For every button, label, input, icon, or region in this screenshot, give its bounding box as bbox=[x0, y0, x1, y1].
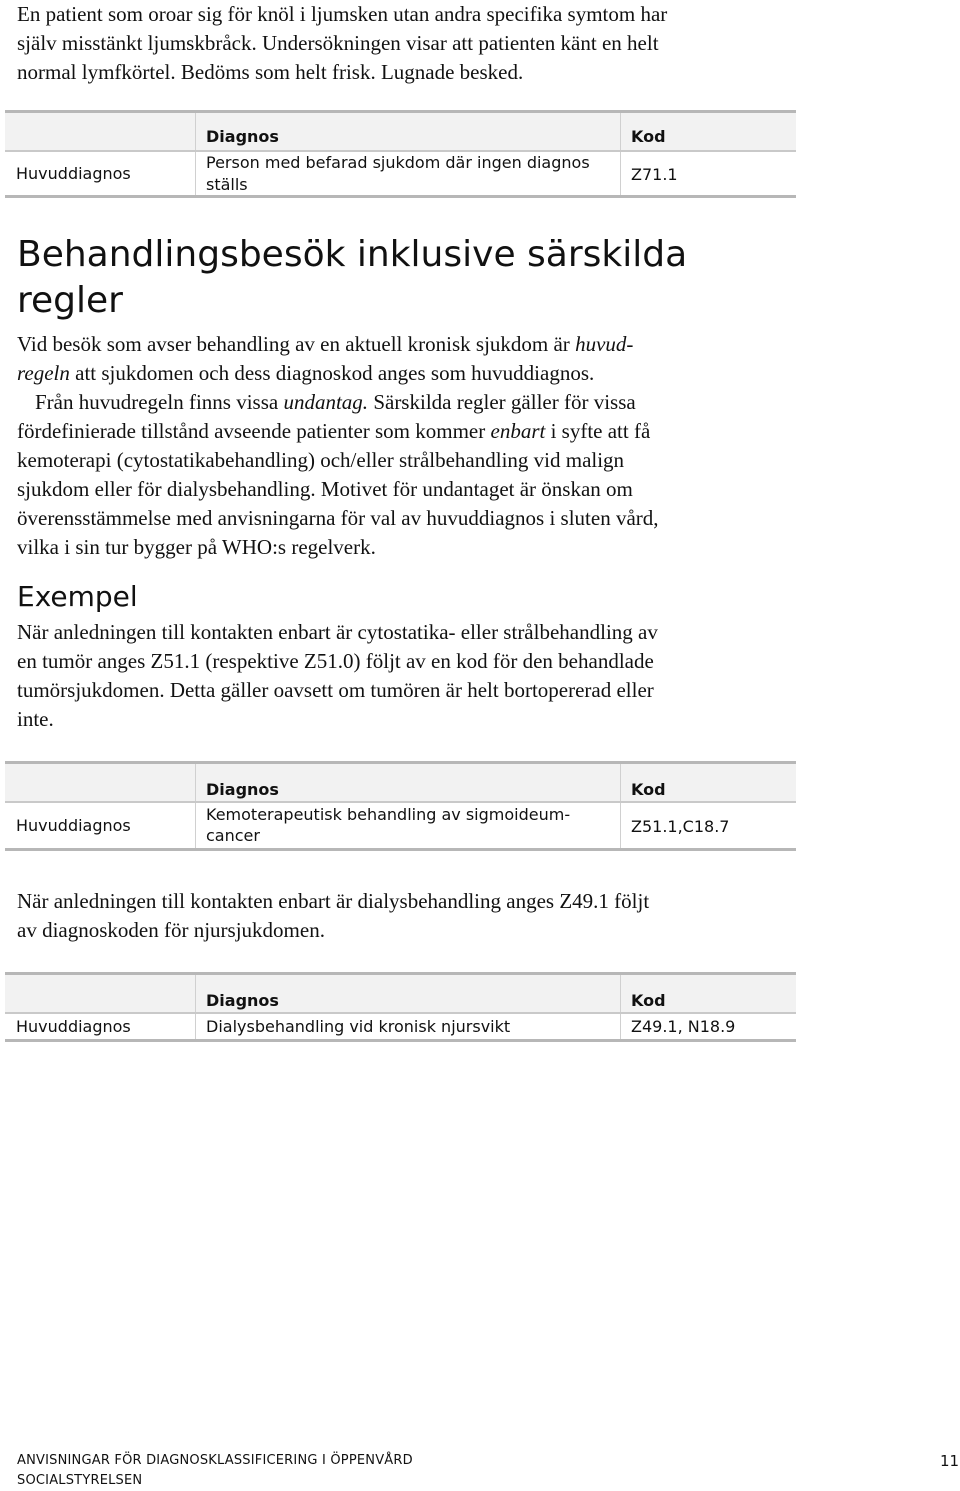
paragraph-line: överensstämmelse med anvisningarna för val av huvuddiagnos i sluten vård, bbox=[17, 506, 659, 530]
diagnos-line: Kemoterapeutisk behandling av sigmoideum- bbox=[206, 805, 571, 824]
section-title-line: Behandlingsbesök inklusive särskilda bbox=[17, 234, 688, 275]
column-divider bbox=[195, 113, 196, 150]
row-label: Huvuddiagnos bbox=[16, 816, 131, 835]
table-row bbox=[5, 803, 796, 851]
column-divider bbox=[195, 1014, 196, 1039]
table-header bbox=[5, 972, 796, 1014]
kod-cell: Z51.1,C18.7 bbox=[631, 817, 730, 836]
diagnosis-table-2 bbox=[5, 761, 796, 851]
intro-paragraph bbox=[17, 0, 767, 87]
emphasis-text: regeln bbox=[17, 361, 70, 385]
column-divider bbox=[620, 975, 621, 1012]
example-title: Exempel bbox=[17, 580, 138, 613]
header-diagnos: Diagnos bbox=[206, 127, 279, 146]
text-run: Vid besök som avser behandling av en aktuell kronisk sjukdom är bbox=[17, 332, 576, 356]
rule-paragraph bbox=[17, 330, 797, 562]
emphasis-text: huvud- bbox=[575, 332, 634, 356]
table-row bbox=[5, 152, 796, 198]
column-divider bbox=[195, 975, 196, 1012]
paragraph-line: När anledningen till kontakten enbart är dialysbehandling anges Z49.1 följt bbox=[17, 889, 650, 913]
header-kod: Kod bbox=[631, 127, 666, 146]
dialysis-paragraph bbox=[17, 887, 767, 945]
diagnos-cell: Dialysbehandling vid kronisk njursvikt bbox=[206, 1017, 511, 1036]
diagnos-cell bbox=[206, 152, 590, 196]
diagnos-cell bbox=[206, 804, 570, 846]
table-header bbox=[5, 761, 796, 803]
header-kod: Kod bbox=[631, 991, 666, 1010]
table-header bbox=[5, 110, 796, 152]
text-run: fördefinierade tillstånd avseende patienter som kommer bbox=[17, 419, 491, 443]
page-footer bbox=[17, 1451, 413, 1491]
kod-cell: Z49.1, N18.9 bbox=[631, 1017, 736, 1036]
text-run: att sjukdomen och dess diagnoskod anges som huvuddiagnos. bbox=[69, 361, 595, 385]
paragraph-line bbox=[17, 388, 797, 417]
column-divider bbox=[620, 764, 621, 801]
paragraph-line: tumörsjukdomen. Detta gäller oavsett om tumören är helt bortopererad eller bbox=[17, 678, 654, 702]
kod-cell: Z71.1 bbox=[631, 165, 678, 184]
paragraph-line bbox=[17, 417, 797, 446]
diagnos-line: ställs bbox=[206, 175, 248, 194]
column-divider bbox=[620, 803, 621, 848]
emphasis-text: enbart bbox=[490, 419, 546, 443]
diagnosis-table-3 bbox=[5, 972, 796, 1042]
table-row bbox=[5, 1014, 796, 1042]
column-divider bbox=[195, 803, 196, 848]
column-divider bbox=[620, 113, 621, 150]
intro-line: En patient som oroar sig för knöl i ljumsken utan andra specifika symtom har bbox=[17, 2, 668, 26]
paragraph-line: kemoterapi (cytostatikabehandling) och/eller strålbehandling vid malign bbox=[17, 448, 625, 472]
example-paragraph bbox=[17, 618, 767, 734]
header-diagnos: Diagnos bbox=[206, 780, 279, 799]
paragraph-line: När anledningen till kontakten enbart är cytostatika- eller strålbehandling av bbox=[17, 620, 658, 644]
section-title-line: regler bbox=[17, 280, 123, 321]
diagnosis-table-1 bbox=[5, 110, 796, 198]
paragraph-line: sjukdom eller för dialysbehandling. Motivet för undantaget är önskan om bbox=[17, 477, 633, 501]
paragraph-line bbox=[17, 359, 797, 388]
emphasis-text: undantag. bbox=[283, 390, 369, 414]
paragraph-line: av diagnoskoden för njursjukdomen. bbox=[17, 918, 325, 942]
paragraph-line bbox=[17, 330, 797, 359]
header-kod: Kod bbox=[631, 780, 666, 799]
page-number: 11 bbox=[940, 1452, 960, 1470]
header-diagnos: Diagnos bbox=[206, 991, 279, 1010]
footer-publisher: SOCIALSTYRELSEN bbox=[17, 1473, 143, 1488]
intro-line: normal lymfkörtel. Bedöms som helt frisk. Lugnade besked. bbox=[17, 60, 524, 84]
paragraph-line: inte. bbox=[17, 707, 54, 731]
column-divider bbox=[195, 152, 196, 195]
footer-title: ANVISNINGAR FÖR DIAGNOSKLASSIFICERING I ÖPPENVÅRD bbox=[17, 1453, 413, 1468]
text-run: i syfte att få bbox=[545, 419, 651, 443]
section-title bbox=[17, 232, 777, 324]
row-label: Huvuddiagnos bbox=[16, 1017, 131, 1036]
paragraph-line: vilka i sin tur bygger på WHO:s regelverk. bbox=[17, 535, 376, 559]
intro-line: själv misstänkt ljumskbråck. Undersökningen visar att patienten känt en helt bbox=[17, 31, 659, 55]
text-run: Särskilda regler gäller för vissa bbox=[368, 390, 636, 414]
paragraph-line: en tumör anges Z51.1 (respektive Z51.0) följt av en kod för den behandlade bbox=[17, 649, 654, 673]
column-divider bbox=[620, 1014, 621, 1039]
column-divider bbox=[195, 764, 196, 801]
diagnos-line: Person med befarad sjukdom där ingen diagnos bbox=[206, 153, 590, 172]
column-divider bbox=[620, 152, 621, 195]
diagnos-line: cancer bbox=[206, 826, 260, 845]
text-run: Från huvudregeln finns vissa bbox=[35, 390, 284, 414]
row-label: Huvuddiagnos bbox=[16, 164, 131, 183]
